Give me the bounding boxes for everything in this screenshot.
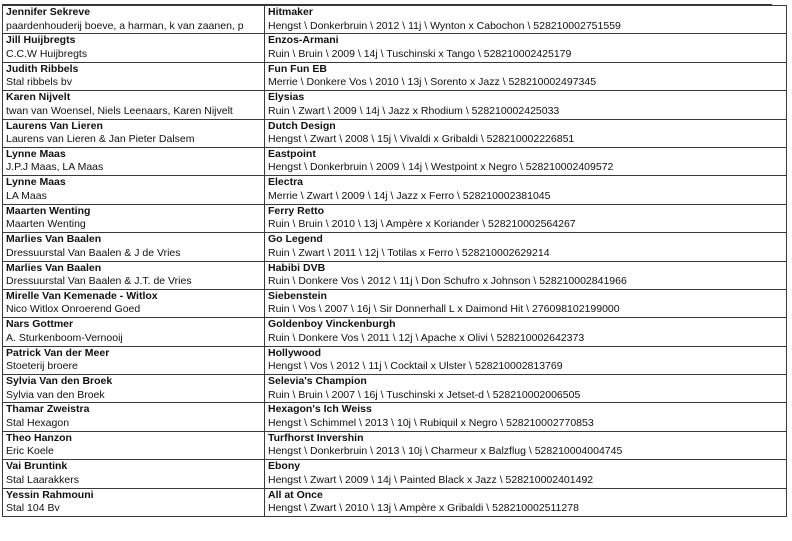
- rider-name: Jennifer Sekreve: [6, 6, 91, 18]
- owner-name: Sylvia van den Broek: [6, 388, 105, 401]
- owner-name: Stal Hexagon: [6, 416, 70, 429]
- horse-details: Hengst \ Donkerbruin \ 2013 \ 10j \ Charmeur x Balzflug \ 528210004004745: [268, 445, 623, 458]
- rider-cell: [3, 233, 265, 261]
- owner-name: Dressuurstal Van Baalen & J.T. de Vries: [6, 275, 192, 288]
- horse-details: Ruin \ Vos \ 2007 \ 16j \ Sir Donnerhall L x Daimond Hit \ 276098102199000: [268, 303, 620, 316]
- table-row: [3, 62, 787, 90]
- horse-details: Hengst \ Donkerbruin \ 2009 \ 14j \ Westpoint x Negro \ 528210002409572: [268, 161, 614, 174]
- horse-details: Merrie \ Donkere Vos \ 2010 \ 13j \ Sorento x Jazz \ 528210002497345: [268, 76, 597, 89]
- rider-name: Nars Gottmer: [6, 318, 74, 331]
- owner-name: Eric Koele: [6, 445, 54, 458]
- horse-cell: [265, 34, 787, 62]
- rider-cell: [3, 176, 265, 204]
- rider-name: Jill Huijbregts: [6, 34, 76, 47]
- horse-details: Ruin \ Bruin \ 2010 \ 13j \ Ampère x Koriander \ 528210002564267: [268, 218, 576, 231]
- rider-name: Vai Bruntink: [6, 460, 68, 473]
- rider-cell: [3, 289, 265, 317]
- rider-cell: [3, 119, 265, 147]
- horse-details: Hengst \ Zwart \ 2010 \ 13j \ Ampère x Gribaldi \ 528210002511278: [268, 502, 579, 515]
- rider-name: Lynne Maas: [6, 176, 66, 189]
- horse-name: Turfhorst Invershin: [268, 431, 364, 444]
- rider-name: Judith Ribbels: [6, 62, 79, 75]
- table-row: [3, 147, 787, 175]
- rider-name: Mirelle Van Kemenade - Witlox: [6, 289, 158, 302]
- owner-name: Dressuurstal Van Baalen & J de Vries: [6, 246, 181, 259]
- horse-cell: [265, 261, 787, 289]
- horse-cell: [265, 6, 787, 34]
- horse-name: Elysias: [268, 91, 305, 104]
- horse-name: Fun Fun EB: [268, 62, 327, 75]
- owner-name: paardenhouderij boeve, a harman, k van zaanen, p: [6, 19, 244, 32]
- table-row: [3, 261, 787, 289]
- rider-cell: [3, 403, 265, 431]
- rider-name: Thamar Zweistra: [6, 403, 90, 416]
- owner-name: C.C.W Huijbregts: [6, 47, 88, 60]
- horse-cell: [265, 460, 787, 488]
- horse-name: Enzos-Armani: [268, 34, 339, 47]
- horse-cell: [265, 318, 787, 346]
- owner-name: LA Maas: [6, 189, 47, 202]
- rider-name: Theo Hanzon: [6, 431, 72, 444]
- horse-cell: [265, 488, 787, 516]
- horse-cell: [265, 431, 787, 459]
- horse-name: Selevia's Champion: [268, 375, 367, 388]
- owner-name: Maarten Wenting: [6, 218, 86, 231]
- horse-details: Hengst \ Schimmel \ 2013 \ 10j \ Rubiquil x Negro \ 528210002770853: [268, 416, 594, 429]
- entries-table-body: [3, 6, 787, 517]
- rider-cell: [3, 147, 265, 175]
- owner-name: Nico Witlox Onroerend Goed: [6, 303, 141, 316]
- horse-cell: [265, 147, 787, 175]
- horse-cell: [265, 403, 787, 431]
- table-row: [3, 346, 787, 374]
- horse-name: All at Once: [268, 488, 323, 501]
- rider-name: Karen Nijvelt: [6, 91, 71, 104]
- horse-name: Habibi DVB: [268, 261, 326, 274]
- horse-name: Hexagon's Ich Weiss: [268, 403, 372, 416]
- table-row: [3, 375, 787, 403]
- horse-name: Dutch Design: [268, 119, 336, 132]
- horse-details: Hengst \ Zwart \ 2009 \ 14j \ Painted Black x Jazz \ 528210002401492: [268, 473, 594, 486]
- rider-name: Laurens Van Lieren: [6, 119, 103, 132]
- owner-name: Stal 104 Bv: [6, 502, 60, 515]
- horse-details: Ruin \ Bruin \ 2007 \ 16j \ Tuschinski x Jetset-d \ 528210002006505: [268, 388, 581, 401]
- table-row: [3, 403, 787, 431]
- rider-cell: [3, 91, 265, 119]
- owner-name: Stal ribbels bv: [6, 76, 72, 89]
- table-row: [3, 34, 787, 62]
- rider-cell: [3, 204, 265, 232]
- owner-name: A. Sturkenboom-Vernooij: [6, 331, 123, 344]
- horse-details: Ruin \ Donkere Vos \ 2011 \ 12j \ Apache x Olivi \ 528210002642373: [268, 331, 585, 344]
- rider-name: Maarten Wenting: [6, 204, 91, 217]
- table-row: [3, 119, 787, 147]
- horse-cell: [265, 375, 787, 403]
- horse-cell: [265, 62, 787, 90]
- horse-details: Ruin \ Zwart \ 2009 \ 14j \ Jazz x Rhodium \ 528210002425033: [268, 104, 560, 117]
- rider-cell: [3, 261, 265, 289]
- horse-cell: [265, 91, 787, 119]
- horse-name: Goldenboy Vinckenburgh: [268, 318, 396, 331]
- entries-sheet: [2, 0, 772, 517]
- rider-cell: [3, 346, 265, 374]
- table-row: [3, 176, 787, 204]
- rider-name: Sylvia Van den Broek: [6, 375, 113, 388]
- table-row: [3, 460, 787, 488]
- horse-details: Ruin \ Bruin \ 2009 \ 14j \ Tuschinski x Tango \ 528210002425179: [268, 47, 572, 60]
- rider-cell: [3, 431, 265, 459]
- horse-name: Siebenstein: [268, 289, 327, 302]
- horse-details: Hengst \ Donkerbruin \ 2012 \ 11j \ Wynton x Cabochon \ 528210002751559: [268, 19, 621, 32]
- horse-name: Hitmaker: [268, 6, 313, 18]
- owner-name: Stoeterij broere: [6, 360, 78, 373]
- horse-cell: [265, 176, 787, 204]
- rider-cell: [3, 34, 265, 62]
- rider-cell: [3, 318, 265, 346]
- owner-name: Stal Laarakkers: [6, 473, 79, 486]
- table-row: [3, 91, 787, 119]
- horse-details: Ruin \ Zwart \ 2011 \ 12j \ Totilas x Ferro \ 528210002629214: [268, 246, 550, 259]
- horse-details: Hengst \ Vos \ 2012 \ 11j \ Cocktail x Ulster \ 528210002813769: [268, 360, 563, 373]
- owner-name: J.P.J Maas, LA Maas: [6, 161, 104, 174]
- rider-cell: [3, 488, 265, 516]
- table-row: [3, 431, 787, 459]
- table-row: [3, 318, 787, 346]
- horse-name: Go Legend: [268, 233, 323, 246]
- rider-cell: [3, 460, 265, 488]
- horse-details: Merrie \ Zwart \ 2009 \ 14j \ Jazz x Ferro \ 528210002381045: [268, 189, 551, 202]
- rider-name: Yessin Rahmouni: [6, 488, 94, 501]
- horse-cell: [265, 119, 787, 147]
- horse-name: Ferry Retto: [268, 204, 325, 217]
- owner-name: twan van Woensel, Niels Leenaars, Karen Nijvelt: [6, 104, 233, 117]
- owner-name: Laurens van Lieren & Jan Pieter Dalsem: [6, 133, 195, 146]
- table-row: [3, 204, 787, 232]
- entries-table: [2, 5, 787, 517]
- table-row: [3, 233, 787, 261]
- rider-name: Marlies Van Baalen: [6, 233, 102, 246]
- horse-name: Ebony: [268, 460, 301, 473]
- rider-name: Patrick Van der Meer: [6, 346, 110, 359]
- horse-name: Eastpoint: [268, 147, 316, 160]
- rider-name: Marlies Van Baalen: [6, 261, 102, 274]
- horse-name: Electra: [268, 176, 304, 189]
- rider-cell: [3, 62, 265, 90]
- horse-cell: [265, 204, 787, 232]
- horse-cell: [265, 233, 787, 261]
- horse-cell: [265, 289, 787, 317]
- horse-cell: [265, 346, 787, 374]
- horse-details: Hengst \ Zwart \ 2008 \ 15j \ Vivaldi x Gribaldi \ 528210002226851: [268, 133, 575, 146]
- rider-name: Lynne Maas: [6, 147, 66, 160]
- table-row: [3, 488, 787, 516]
- rider-cell: [3, 6, 265, 34]
- horse-name: Hollywood: [268, 346, 322, 359]
- table-row: [3, 289, 787, 317]
- horse-details: Ruin \ Donkere Vos \ 2012 \ 11j \ Don Schufro x Johnson \ 528210002841966: [268, 275, 627, 288]
- rider-cell: [3, 375, 265, 403]
- table-row: [3, 6, 787, 34]
